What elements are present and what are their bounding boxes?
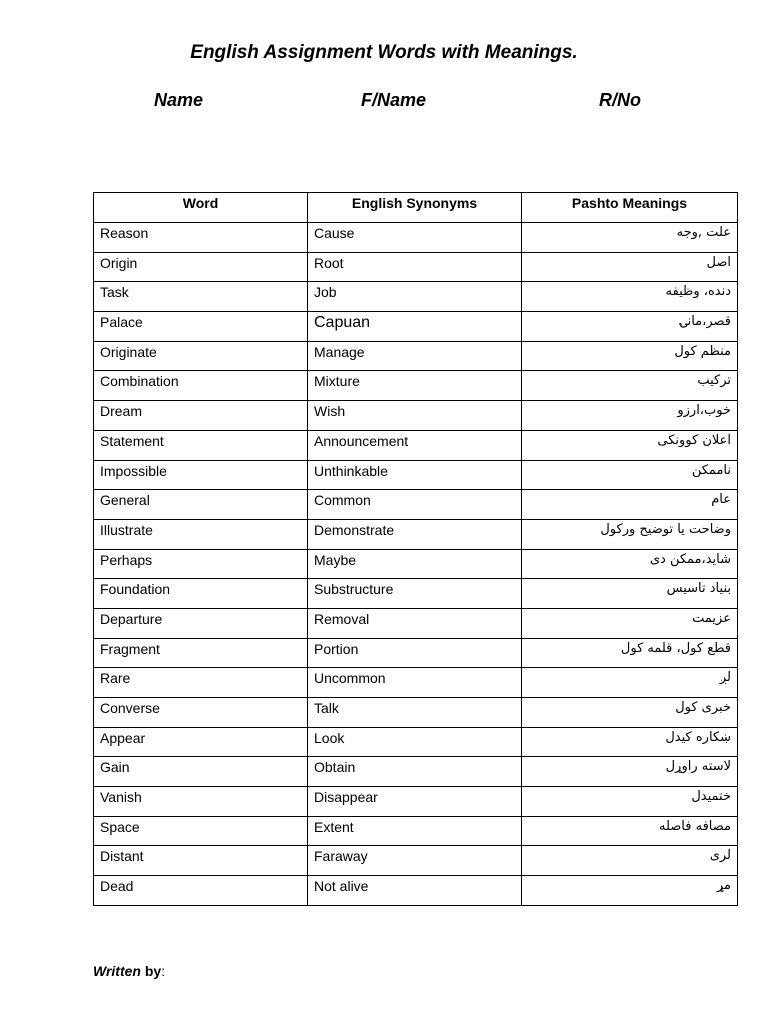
synonym-cell: Talk (308, 698, 522, 728)
pashto-cell: عزیمت (522, 608, 738, 638)
table-row (94, 757, 738, 787)
synonym-cell: Common (308, 490, 522, 520)
pashto-cell: ترکیب (522, 371, 738, 401)
table-row (94, 608, 738, 638)
colon: : (161, 963, 166, 979)
words-table (93, 192, 738, 906)
pashto-cell: شاید،ممکن دی (522, 549, 738, 579)
pashto-cell: خوب،ارزو (522, 401, 738, 431)
table-row (94, 698, 738, 728)
header-english-synonyms: English Synonyms (308, 193, 522, 223)
header-word: Word (94, 193, 308, 223)
page-title: English Assignment Words with Meanings. (190, 42, 578, 63)
word-cell: Dream (94, 401, 308, 431)
synonym-cell: Disappear (308, 787, 522, 817)
pashto-cell: اعلان کوونکی (522, 430, 738, 460)
pashto-cell: خبری کول (522, 698, 738, 728)
word-cell: General (94, 490, 308, 520)
word-cell: Origin (94, 252, 308, 282)
word-cell: Rare (94, 668, 308, 698)
word-cell: Perhaps (94, 549, 308, 579)
word-cell: Statement (94, 430, 308, 460)
synonym-cell: Wish (308, 401, 522, 431)
table-row (94, 490, 738, 520)
table-header-row (94, 193, 738, 223)
table-row (94, 816, 738, 846)
pashto-cell: قطع کول، قلمه کول (522, 638, 738, 668)
synonym-cell: Capuan (308, 312, 522, 342)
table-row (94, 668, 738, 698)
table-row (94, 787, 738, 817)
synonym-cell: Uncommon (308, 668, 522, 698)
synonym-cell: Faraway (308, 846, 522, 876)
synonym-cell: Demonstrate (308, 519, 522, 549)
word-cell: Reason (94, 223, 308, 253)
word-cell: Impossible (94, 460, 308, 490)
word-cell: Foundation (94, 579, 308, 609)
synonym-cell: Cause (308, 223, 522, 253)
table-row (94, 223, 738, 253)
pashto-cell: مصافه فاصله (522, 816, 738, 846)
synonym-cell: Maybe (308, 549, 522, 579)
synonym-cell: Unthinkable (308, 460, 522, 490)
table-row (94, 846, 738, 876)
father-name-label: F/Name (361, 90, 427, 110)
pashto-cell: منظم کول (522, 341, 738, 371)
table-row (94, 371, 738, 401)
word-cell: Space (94, 816, 308, 846)
word-cell: Fragment (94, 638, 308, 668)
table-row (94, 460, 738, 490)
table-row (94, 341, 738, 371)
table-row (94, 312, 738, 342)
table-row (94, 401, 738, 431)
pashto-cell: لاسته راوړل (522, 757, 738, 787)
synonym-cell: Root (308, 252, 522, 282)
pashto-cell: لږ (522, 668, 738, 698)
table-row (94, 727, 738, 757)
table-row (94, 579, 738, 609)
synonym-cell: Substructure (308, 579, 522, 609)
synonym-cell: Extent (308, 816, 522, 846)
pashto-cell: علت ,وجه (522, 223, 738, 253)
word-cell: Vanish (94, 787, 308, 817)
synonym-cell: Look (308, 727, 522, 757)
word-cell: Converse (94, 698, 308, 728)
table-row (94, 252, 738, 282)
by-label: by (140, 963, 162, 979)
synonym-cell: Removal (308, 608, 522, 638)
word-cell: Appear (94, 727, 308, 757)
written-label: Written (93, 963, 141, 979)
word-cell: Originate (94, 341, 308, 371)
pashto-cell: ناممکن (522, 460, 738, 490)
name-label: Name (154, 90, 204, 110)
word-cell: Illustrate (94, 519, 308, 549)
pashto-cell: لری (522, 846, 738, 876)
pashto-cell: مړ (522, 876, 738, 906)
synonym-cell: Mixture (308, 371, 522, 401)
word-cell: Combination (94, 371, 308, 401)
word-cell: Dead (94, 876, 308, 906)
pashto-cell: اصل (522, 252, 738, 282)
pashto-cell: قصر،مانۍ (522, 312, 738, 342)
word-cell: Task (94, 282, 308, 312)
synonym-cell: Manage (308, 341, 522, 371)
pashto-cell: ختمیدل (522, 787, 738, 817)
word-cell: Departure (94, 608, 308, 638)
pashto-cell: عام (522, 490, 738, 520)
word-cell: Palace (94, 312, 308, 342)
synonym-cell: Obtain (308, 757, 522, 787)
written-by-line (93, 963, 165, 979)
pashto-cell: ښکاره کیدل (522, 727, 738, 757)
table-row (94, 549, 738, 579)
table-row (94, 282, 738, 312)
synonym-cell: Announcement (308, 430, 522, 460)
table-row (94, 430, 738, 460)
header-pashto-meanings: Pashto Meanings (522, 193, 738, 223)
table-row (94, 638, 738, 668)
word-cell: Distant (94, 846, 308, 876)
pashto-cell: وضاحت یا توضیح ورکول (522, 519, 738, 549)
synonym-cell: Job (308, 282, 522, 312)
synonym-cell: Portion (308, 638, 522, 668)
table-row (94, 519, 738, 549)
synonym-cell: Not alive (308, 876, 522, 906)
table-row (94, 876, 738, 906)
word-cell: Gain (94, 757, 308, 787)
roll-number-label: R/No (599, 90, 641, 110)
pashto-cell: دنده، وظیفه (522, 282, 738, 312)
pashto-cell: بنیاد تاسیس (522, 579, 738, 609)
